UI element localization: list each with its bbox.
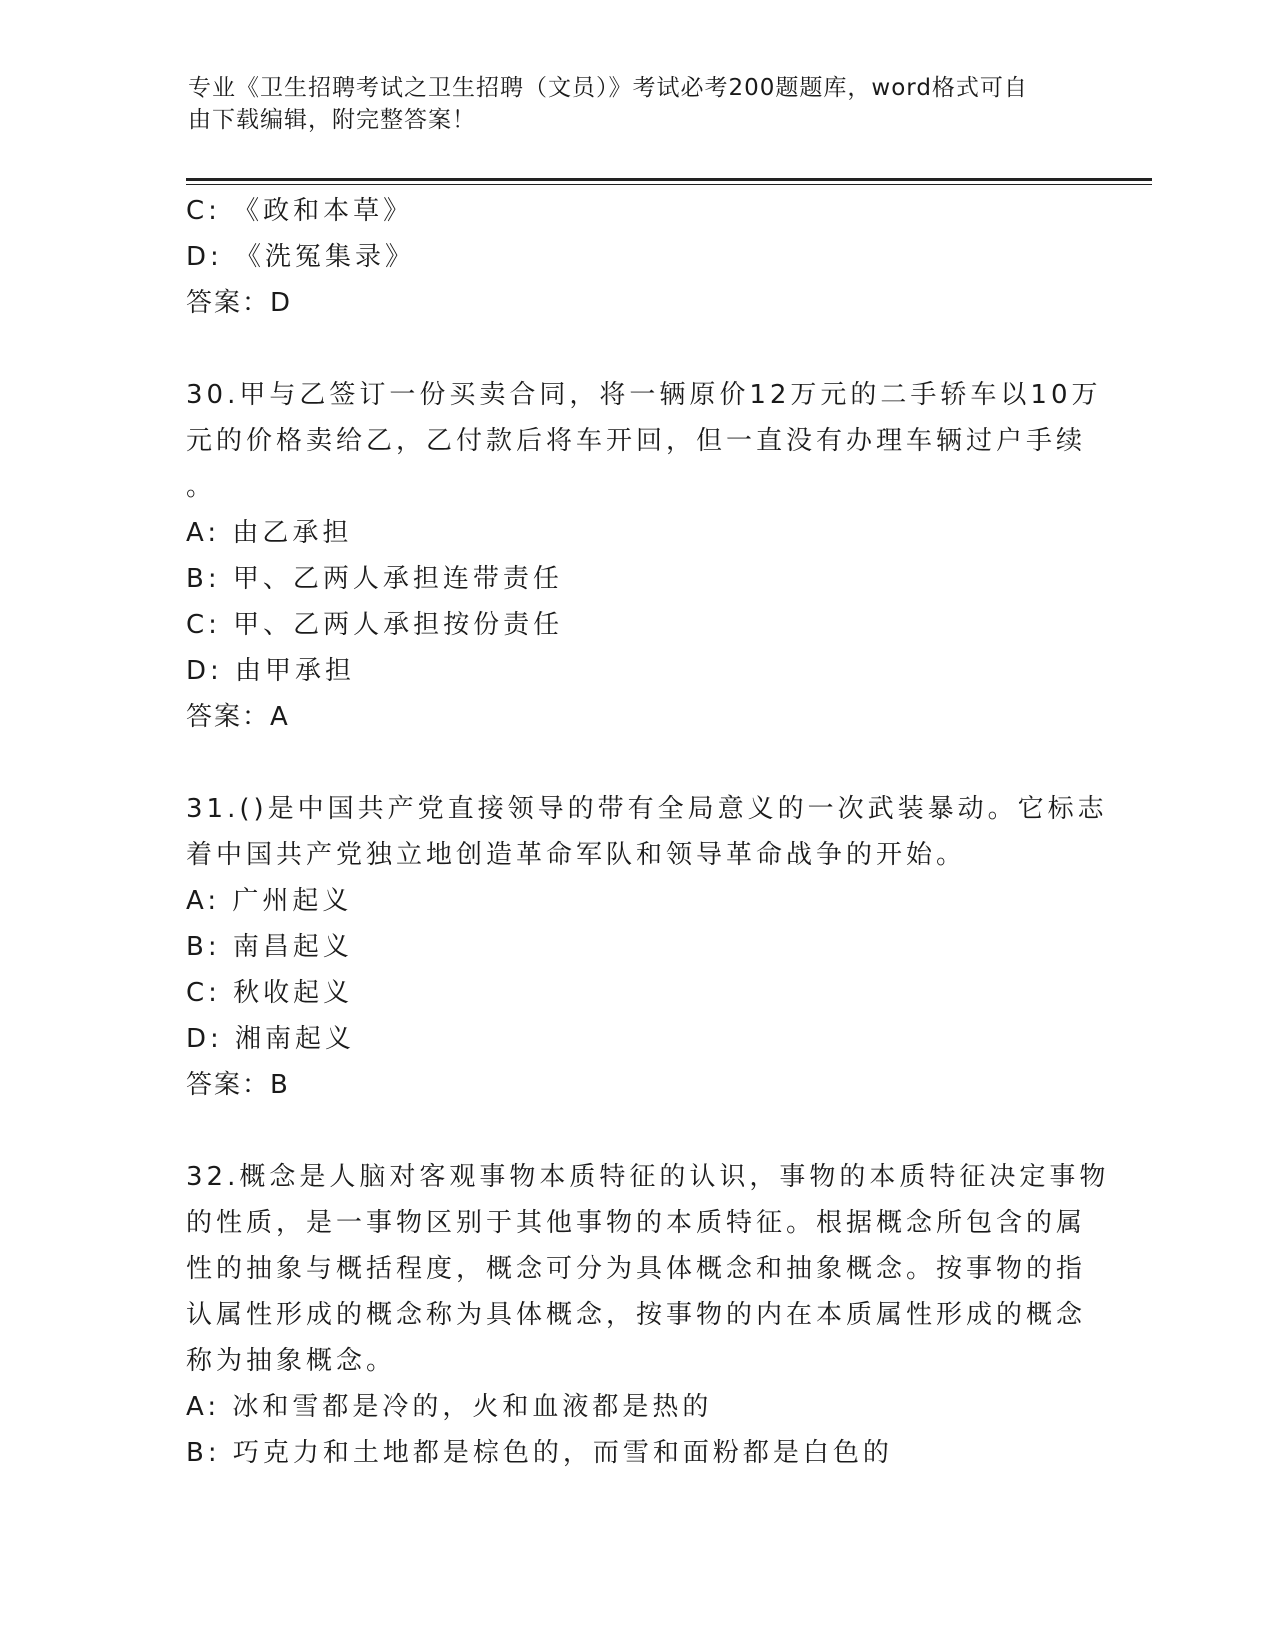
answer: 答案：B [186, 1070, 290, 1100]
option-b: B: 巧克力和土地都是棕色的，而雪和面粉都是白色的 [186, 1438, 893, 1468]
question-text-line: 30.甲与乙签订一份买卖合同，将一辆原价12万元的二手轿车以10万 [186, 380, 1102, 410]
question-text-line: 性的抽象与概括程度，概念可分为具体概念和抽象概念。按事物的指 [186, 1254, 1087, 1284]
question-text-line: 认属性形成的概念称为具体概念，按事物的内在本质属性形成的概念 [186, 1300, 1087, 1330]
spacer [186, 1108, 1086, 1154]
header-rule-thin [186, 184, 1152, 185]
question-text-line: 着中国共产党独立地创造革命军队和领导革命战争的开始。 [186, 840, 967, 870]
option-d: D: 由甲承担 [186, 656, 356, 686]
option-c: C: 秋收起义 [186, 978, 354, 1008]
question-list [186, 188, 1110, 1476]
question-text-line: 32.概念是人脑对客观事物本质特征的认识，事物的本质特征决定事物 [186, 1162, 1110, 1192]
page-header [188, 72, 1068, 136]
header-line-2: 由下载编辑，附完整答案！ [188, 107, 476, 133]
option-d: D: 《洗冤集录》 [186, 242, 416, 272]
question-text-line: 的性质，是一事物区别于其他事物的本质特征。根据概念所包含的属 [186, 1208, 1087, 1238]
spacer [186, 740, 1086, 786]
option-c: C: 《政和本草》 [186, 196, 414, 226]
question-31 [186, 786, 1108, 1108]
option-a: A: 由乙承担 [186, 518, 353, 548]
option-d: D: 湘南起义 [186, 1024, 356, 1054]
question-32 [186, 1154, 1110, 1476]
option-b: B: 甲、乙两人承担连带责任 [186, 564, 563, 594]
header-line-1: 专业《卫生招聘考试之卫生招聘（文员）》考试必考200题题库，word格式可自 [188, 75, 1028, 101]
header-rule-thick [186, 178, 1152, 181]
answer: 答案：D [186, 288, 293, 318]
question-text-line: 称为抽象概念。 [186, 1346, 397, 1376]
option-c: C: 甲、乙两人承担按份责任 [186, 610, 564, 640]
question-30 [186, 372, 1102, 740]
question-text-line: 。 [186, 472, 217, 502]
option-b: B: 南昌起义 [186, 932, 353, 962]
answer: 答案：A [186, 702, 290, 732]
option-a: A: 冰和雪都是冷的，火和血液都是热的 [186, 1392, 713, 1422]
question-text-line: 31.()是中国共产党直接领导的带有全局意义的一次武装暴动。它标志 [186, 794, 1108, 824]
spacer [186, 326, 1086, 372]
question-29-tail [186, 188, 1086, 326]
question-text-line: 元的价格卖给乙，乙付款后将车开回，但一直没有办理车辆过户手续 [186, 426, 1087, 456]
option-a: A: 广州起义 [186, 886, 353, 916]
